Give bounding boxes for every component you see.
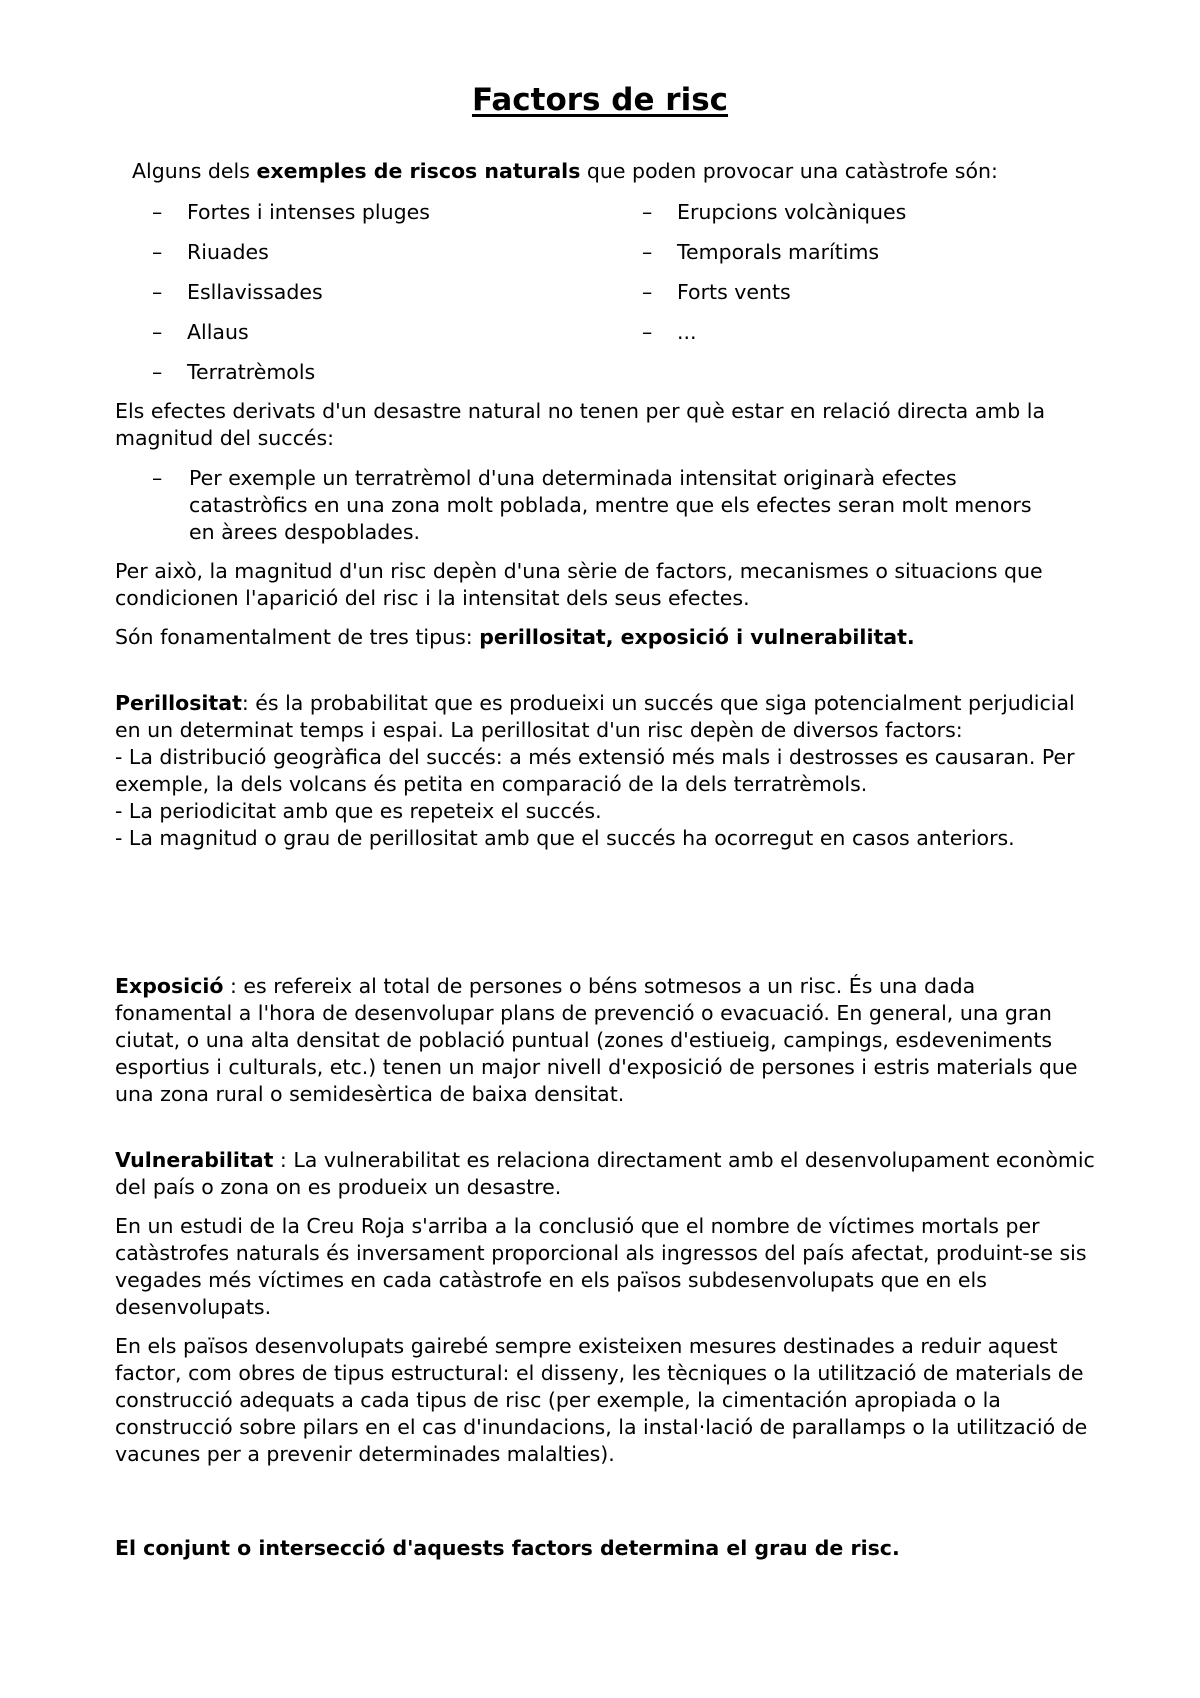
perillositat-point: - La distribució geogràfica del succés: a més extensió més mals i destrosses es causaran. Per exemple, la dels volcans és petita en comparació de la dels terratrèmols.	[115, 745, 1075, 796]
perillositat-point: - La magnitud o grau de perillositat amb que el succés ha ocorregut en casos anteriors.	[115, 826, 1015, 850]
dash-bullet: –	[152, 200, 163, 224]
perillositat-definition	[115, 690, 1095, 744]
perillositat-text: : és la probabilitat que es produeixi un succés que siga potencialment perjudicial en un determinat temps i espai. La perillositat d'un risc depèn de diversos factors:	[115, 691, 1075, 742]
risk-item: Fortes i intenses pluges	[187, 200, 430, 224]
list-item	[642, 319, 1082, 359]
risk-item: Riuades	[187, 240, 269, 264]
conclusion-paragraph	[115, 1535, 1095, 1562]
dash-bullet: –	[152, 280, 163, 304]
effects-example-item	[152, 465, 1052, 546]
vulnerabilitat-measures-paragraph: En els països desenvolupats gairebé sempre existeixen mesures destinades a reduir aquest factor, com obres de tipus estructural: el disseny, les tècniques o la utilització de materials de construcció adequats a cada tipus de risc (per exemple, la cimentación apropiada o la construcció sobre pilars en el cas d'inundacions, la instal·lació de parallamps o la utilització de vacunes per a prevenir determinades malalties).	[115, 1334, 1088, 1466]
list-item	[152, 199, 592, 239]
vulnerabilitat-study-paragraph: En un estudi de la Creu Roja s'arriba a la conclusió que el nombre de víctimes mortals per catàstrofes naturals és inversament proporcional als ingressos del país afectat, produint-se sis vegades més víctimes en cada catàstrofe en els països subdesenvolupats que en els desenvolupats.	[115, 1214, 1087, 1319]
effects-paragraph: Els efectes derivats d'un desastre natural no tenen per què estar en relació directa amb la magnitud del succés:	[115, 399, 1046, 450]
list-item	[642, 199, 1082, 239]
list-item	[152, 239, 592, 279]
dash-bullet: –	[152, 320, 163, 344]
types-before: Són fonamentalment de tres tipus:	[115, 625, 480, 649]
risk-list-right	[642, 199, 1082, 359]
perillositat-point: - La periodicitat amb que es repeteix el succés.	[115, 799, 602, 823]
intro-after: que poden provocar una catàstrofe són:	[580, 159, 998, 183]
intro-bold: exemples de riscos naturals	[256, 159, 581, 183]
vulnerabilitat-text: : La vulnerabilitat es relaciona directament amb el desenvolupament econòmic del país o zona on es produeix un desastre.	[115, 1148, 1095, 1199]
dash-bullet: –	[642, 280, 653, 304]
risk-list-left	[152, 199, 592, 399]
exposicio-text: : es refereix al total de persones o béns sotmesos a un risc. És una dada fonamental a l'hora de desenvolupar plans de prevenció o evacuació. En general, una gran ciutat, o una alta densitat de població puntual (zones d'estiueig, campings, esdeveniments esportius i culturals, etc.) tenen un major nivell d'exposició de persones i estris materials que una zona rural o semidesèrtica de baixa densitat.	[115, 974, 1078, 1106]
perillositat-section	[115, 690, 1095, 852]
list-item	[152, 319, 592, 359]
perillositat-term: Perillositat	[115, 691, 242, 715]
risk-item: Esllavissades	[187, 280, 323, 304]
list-item	[642, 279, 1082, 319]
dash-bullet: –	[152, 240, 163, 264]
vulnerabilitat-term: Vulnerabilitat	[115, 1148, 274, 1172]
dash-bullet: –	[642, 240, 653, 264]
types-paragraph	[115, 624, 1095, 651]
dash-bullet: –	[152, 466, 163, 490]
risk-item: Forts vents	[677, 280, 791, 304]
vulnerabilitat-paragraph	[115, 1147, 1095, 1201]
intro-before: Alguns dels	[132, 159, 257, 183]
types-bold: perillositat, exposició i vulnerabilitat.	[479, 625, 915, 649]
exposicio-term: Exposició	[115, 974, 224, 998]
list-item	[152, 359, 592, 399]
dash-bullet: –	[642, 200, 653, 224]
risk-item: Erupcions volcàniques	[677, 200, 907, 224]
exposicio-paragraph	[115, 973, 1095, 1108]
effects-example-text: Per exemple un terratrèmol d'una determinada intensitat originarà efectes catastròfics en una zona molt poblada, mentre que els efectes seran molt menors en àrees despoblades.	[189, 466, 1032, 544]
dash-bullet: –	[152, 360, 163, 384]
risk-item: Temporals marítims	[677, 240, 880, 264]
risk-item: ...	[677, 320, 697, 344]
risk-item: Allaus	[187, 320, 249, 344]
list-item	[152, 279, 592, 319]
conclusion-text: El conjunt o intersecció d'aquests factors determina el grau de risc.	[115, 1536, 900, 1560]
dash-bullet: –	[642, 320, 653, 344]
page-title: Factors de risc	[471, 82, 729, 118]
list-item	[642, 239, 1082, 279]
factors-intro-paragraph: Per això, la magnitud d'un risc depèn d'una sèrie de factors, mecanismes o situacions que condicionen l'aparició del risc i la intensitat dels seus efectes.	[115, 559, 1043, 610]
intro-paragraph	[132, 158, 1092, 185]
risk-item: Terratrèmols	[187, 360, 316, 384]
